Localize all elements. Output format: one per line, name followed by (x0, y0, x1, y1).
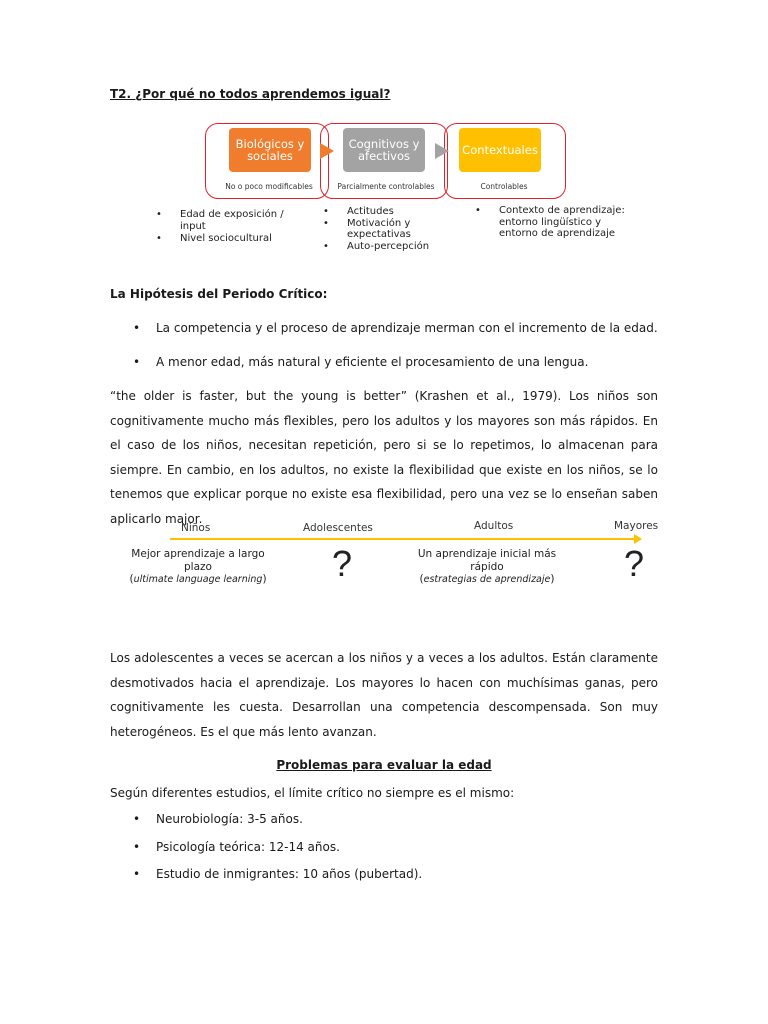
bullet-text: Estudio de inmigrantes: 10 años (pubertad). (156, 867, 423, 881)
timeline-label-mayores: Mayores (614, 520, 659, 532)
list-contextual (473, 205, 633, 240)
desc-text: Mejor aprendizaje a largo plazo (131, 548, 265, 573)
list-item: • Motivación y expectativas (321, 218, 451, 241)
sub-cognitive: Parcialmente controlables (337, 182, 435, 191)
list-biological (154, 209, 294, 245)
list-item: • Actitudes (321, 206, 451, 218)
list-item: • Auto-percepción (321, 241, 451, 253)
list-cognitive (321, 206, 451, 252)
box-contextual: Contextuales (459, 128, 541, 172)
studies-intro: Según diferentes estudios, el límite crítico no siempre es el mismo: (110, 786, 515, 800)
question-mark-icon: ? (624, 543, 645, 584)
desc-note: (ultimate language learning) (129, 573, 267, 585)
timeline-desc-adultos (413, 548, 561, 587)
bullet-text: La competencia y el proceso de aprendizaje merman con el incremento de la edad. (156, 321, 658, 335)
section-heading: La Hipótesis del Periodo Crítico: (110, 287, 328, 301)
bullet-glyph: • (133, 840, 141, 854)
section-heading: Problemas para evaluar la edad (276, 758, 492, 772)
desc-text: Un aprendizaje inicial más rápido (417, 548, 557, 573)
timeline-label-ninos: Niños (181, 522, 211, 534)
desc-note: (estrategias de aprendizaje) (419, 573, 555, 585)
bullet-glyph: • (133, 321, 141, 335)
bullet-glyph: • (133, 355, 141, 369)
box-cognitive: Cognitivos y afectivos (343, 128, 425, 172)
timeline-label-adolescentes: Adolescentes (303, 522, 373, 534)
krashen-paragraph: “the older is faster, but the young is better” (Krashen et al., 1979). Los niños son cognitivamente mucho más flexibles, pero los adultos y los mayores son más rápidos. En el caso de los niños, necesitan repetición, pero si se lo repetimos, lo almacenan para siempre. En cambio, en los adultos, no existe la flexibilidad que existe en los niños, se lo tenemos que explicar porque no existe esa flexibilidad, pero una vez se lo enseñan saben aplicarlo major. (110, 389, 658, 526)
timeline-label-adultos: Adultos (474, 520, 514, 532)
list-item: • Edad de exposición / input (154, 209, 294, 232)
timeline-line (170, 538, 634, 540)
box-biological: Biológicos y sociales (229, 128, 311, 172)
arrow-right-icon (435, 143, 449, 159)
timeline-desc-ninos (128, 548, 268, 587)
question-mark-icon: ? (332, 543, 353, 584)
sub-contextual: Controlables (480, 182, 528, 191)
bullet-glyph: • (133, 812, 141, 826)
document-title: T2. ¿Por qué no todos aprendemos igual? (110, 87, 391, 101)
bullet-text: Psicología teórica: 12-14 años. (156, 840, 340, 854)
adolescents-paragraph: Los adolescentes a veces se acercan a los niños y a veces a los adultos. Están claramente desmotivados hacia el aprendizaje. Los mayores lo hacen con muchísimas ganas, pero cognitivamente les cuesta. Desarrollan una competencia descompensada. Son muy heterogéneos. Es el que más lento avanzan. (110, 651, 658, 739)
list-item: • Nivel sociocultural (154, 233, 294, 245)
sub-biological: No o poco modificables (225, 182, 313, 191)
bullet-glyph: • (133, 867, 141, 881)
bullet-text: Neurobiología: 3-5 años. (156, 812, 303, 826)
bullet-text: A menor edad, más natural y eficiente el procesamiento de una lengua. (156, 355, 589, 369)
list-item: • Contexto de aprendizaje: entorno lingüístico y entorno de aprendizaje (473, 205, 633, 240)
arrow-right-icon (320, 143, 334, 159)
